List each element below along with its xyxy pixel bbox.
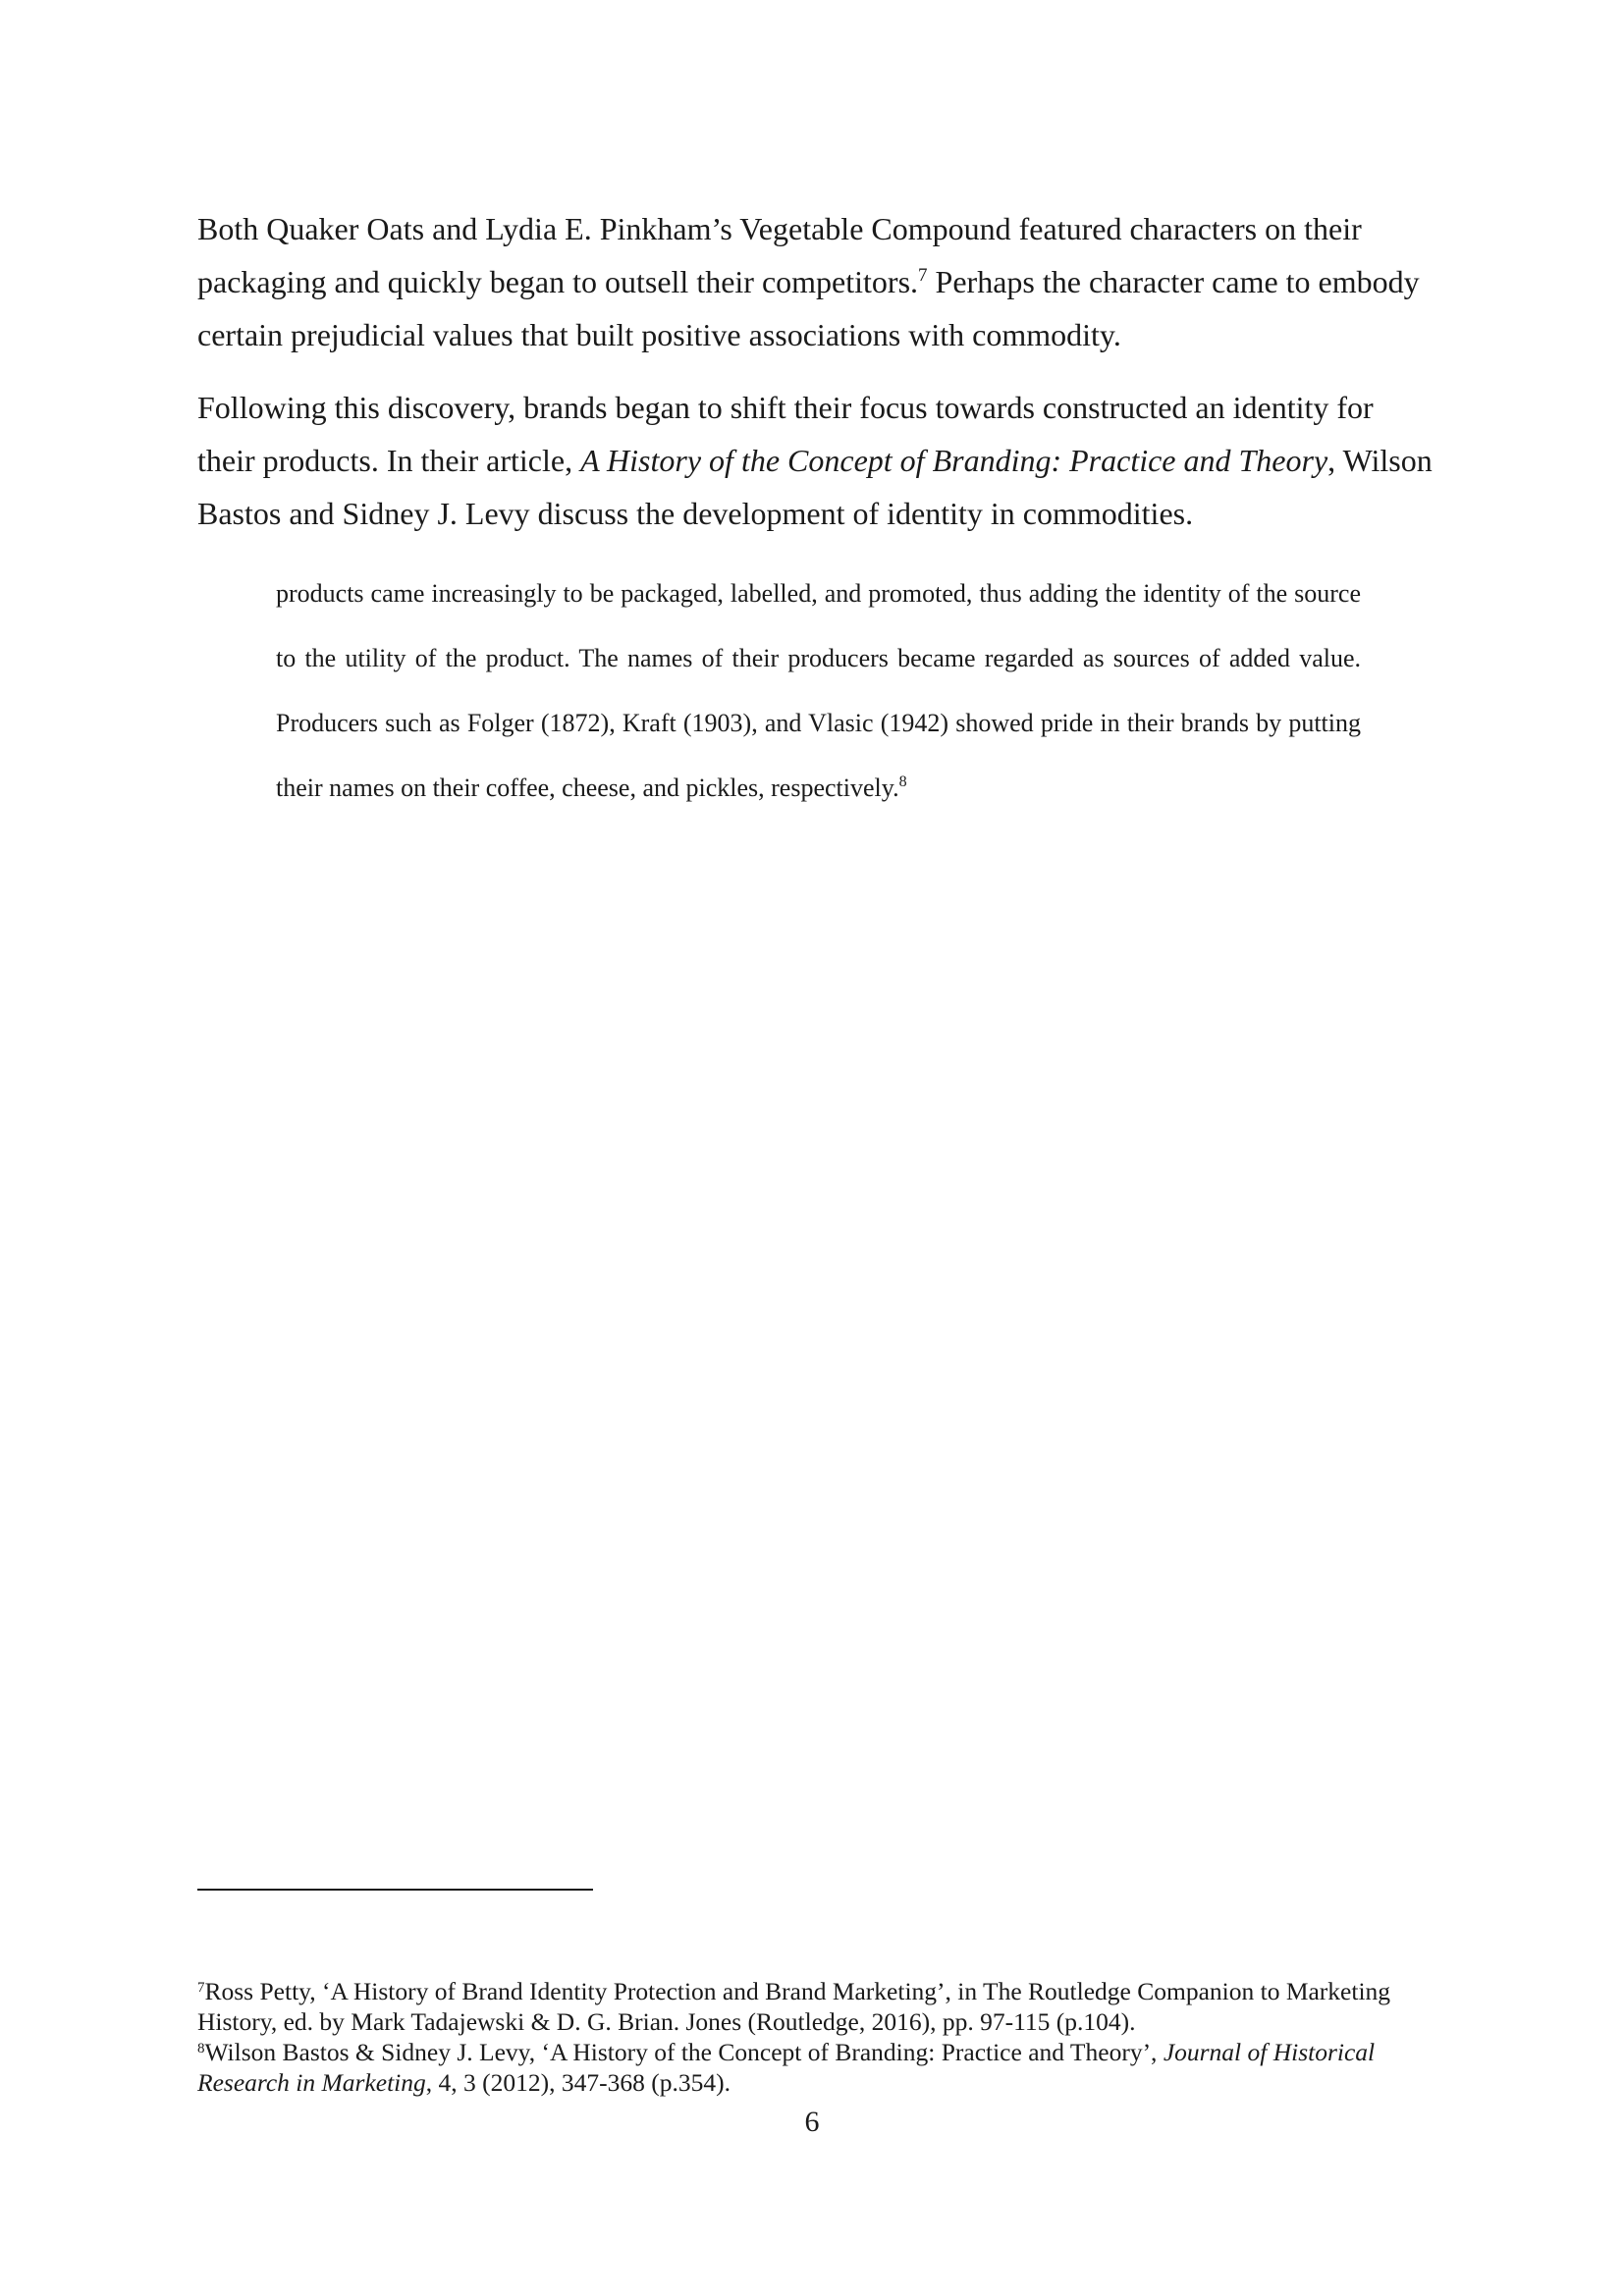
block-quote — [276, 561, 1361, 821]
paragraph-text: Following this discovery, brands began to shift their focus towards constructed an identity for their products. In their article, — [197, 390, 1374, 478]
paragraph-text: Both Quaker Oats and Lydia E. Pinkham’s Vegetable Compound featured characters on their packaging and quickly began to outsell their competitors. — [197, 211, 1362, 299]
footnote-reference-8: 8 — [898, 774, 907, 790]
paragraph-text: Perhaps the character came to embody certain prejudicial values that built positive associations with commodity. — [197, 264, 1420, 352]
footnote-separator — [197, 1889, 593, 1891]
footnote-reference-7: 7 — [918, 265, 928, 286]
page-number: 6 — [804, 2106, 820, 2138]
journal-title: Journal of Historical Research in Marketing — [197, 2038, 1376, 2097]
footnotes-section — [197, 1976, 1435, 2098]
body-paragraph-1 — [197, 202, 1435, 361]
footnote-text: Wilson Bastos & Sidney J. Levy, ‘A History of the Concept of Branding: Practice and Theory’, — [204, 2038, 1164, 2066]
footnote-8 — [197, 2037, 1435, 2098]
paragraph-text: , Wilson Bastos and Sidney J. Levy discuss the development of identity in commodities. — [197, 443, 1433, 531]
footnote-text: , 4, 3 (2012), 347-368 (p.354). — [425, 2068, 731, 2097]
footnote-text: Ross Petty, ‘A History of Brand Identity Protection and Brand Marketing’, in The Routledge Companion to Marketing History, ed. by Mark Tadajewski & D. G. Brian. Jones (Routledge, 2016), pp. 97-115 (p.104). — [197, 1977, 1391, 2036]
footnote-number: 8 — [197, 2041, 205, 2056]
quote-text: products came increasingly to be packaged, labelled, and promoted, thus adding the identity of the source to the utility of the product. The names of their producers became regarded as sources of added value. Producers such as Folger (1872), Kraft (1903), and Vlasic (1942) showed pride in their brands by putting their names on their coffee, cheese, and pickles, respectively. — [276, 579, 1361, 802]
body-paragraph-2 — [197, 381, 1435, 540]
footnote-7 — [197, 1976, 1435, 2037]
footnote-number: 7 — [197, 1980, 205, 1996]
article-title: A History of the Concept of Branding: Practice and Theory — [580, 443, 1328, 478]
